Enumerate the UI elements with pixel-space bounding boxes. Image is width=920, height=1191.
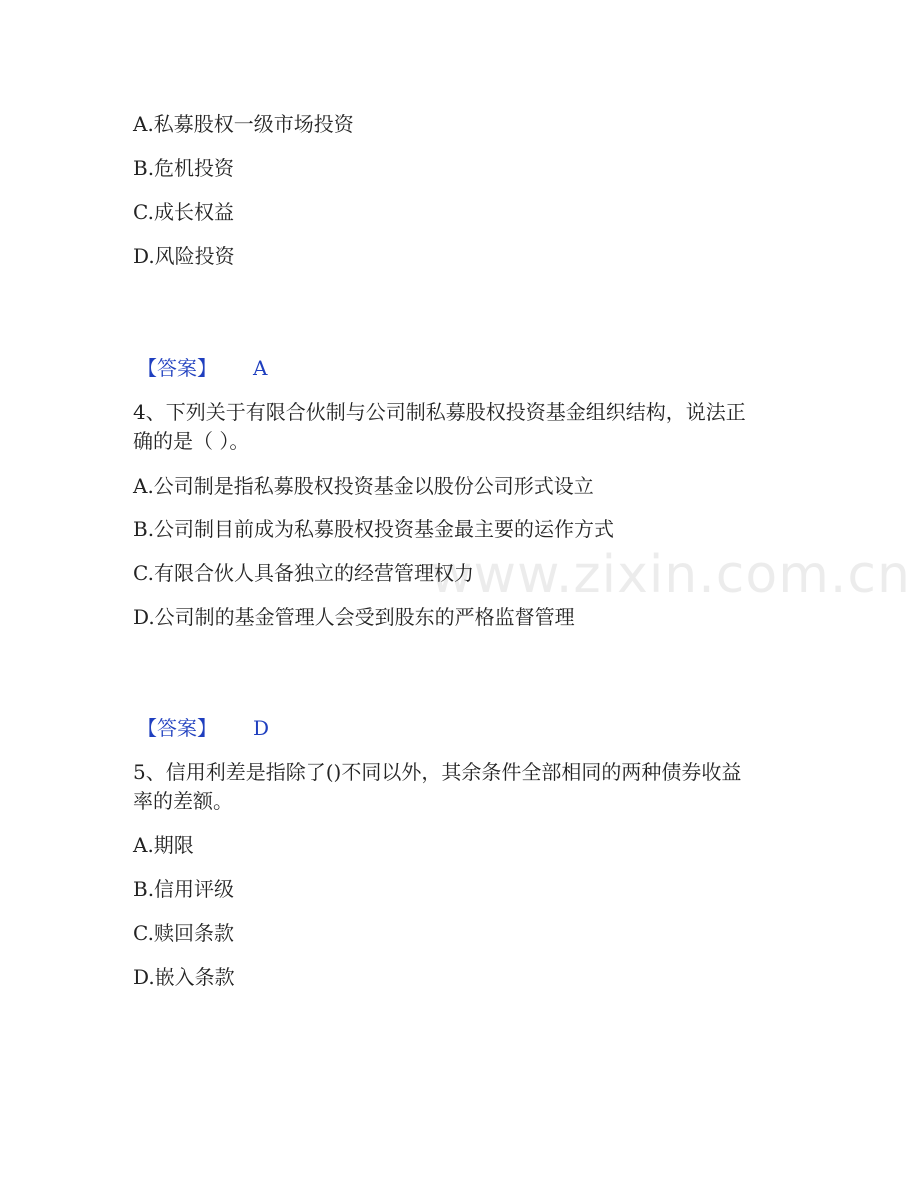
q3-option-d: D.风险投资 bbox=[133, 244, 235, 268]
answer-label: 【答案】 bbox=[137, 716, 217, 740]
q4-option-b: B.公司制目前成为私募股权投资基金最主要的运作方式 bbox=[133, 517, 615, 541]
answer-value: A bbox=[253, 356, 268, 380]
q4-option-c: C.有限合伙人具备独立的经营管理权力 bbox=[133, 561, 474, 585]
q5-option-d: D.嵌入条款 bbox=[133, 965, 235, 989]
q5-option-c: C.赎回条款 bbox=[133, 921, 234, 945]
watermark: www.zixin.com.cn bbox=[430, 545, 911, 605]
q4-answer bbox=[137, 717, 269, 739]
answer-value: D bbox=[253, 716, 270, 740]
q3-option-b: B.危机投资 bbox=[133, 156, 235, 180]
q5-option-a: A.期限 bbox=[133, 833, 194, 857]
q4-option-d: D.公司制的基金管理人会受到股东的严格监督管理 bbox=[133, 605, 575, 629]
q3-option-a: A.私募股权一级市场投资 bbox=[133, 112, 354, 136]
q5-stem-line-1: 5、信用利差是指除了()不同以外，其余条件全部相同的两种债券收益 bbox=[133, 760, 742, 784]
q4-option-a: A.公司制是指私募股权投资基金以股份公司形式设立 bbox=[133, 474, 594, 498]
q5-stem-line-2: 率的差额。 bbox=[133, 789, 233, 813]
q3-option-c: C.成长权益 bbox=[133, 200, 234, 224]
q3-answer bbox=[137, 357, 267, 379]
answer-label: 【答案】 bbox=[137, 356, 217, 380]
q5-option-b: B.信用评级 bbox=[133, 877, 235, 901]
q4-stem-line-2: 确的是（ ）。 bbox=[133, 429, 250, 453]
q4-stem-line-1: 4、下列关于有限合伙制与公司制私募股权投资基金组织结构，说法正 bbox=[133, 400, 746, 424]
